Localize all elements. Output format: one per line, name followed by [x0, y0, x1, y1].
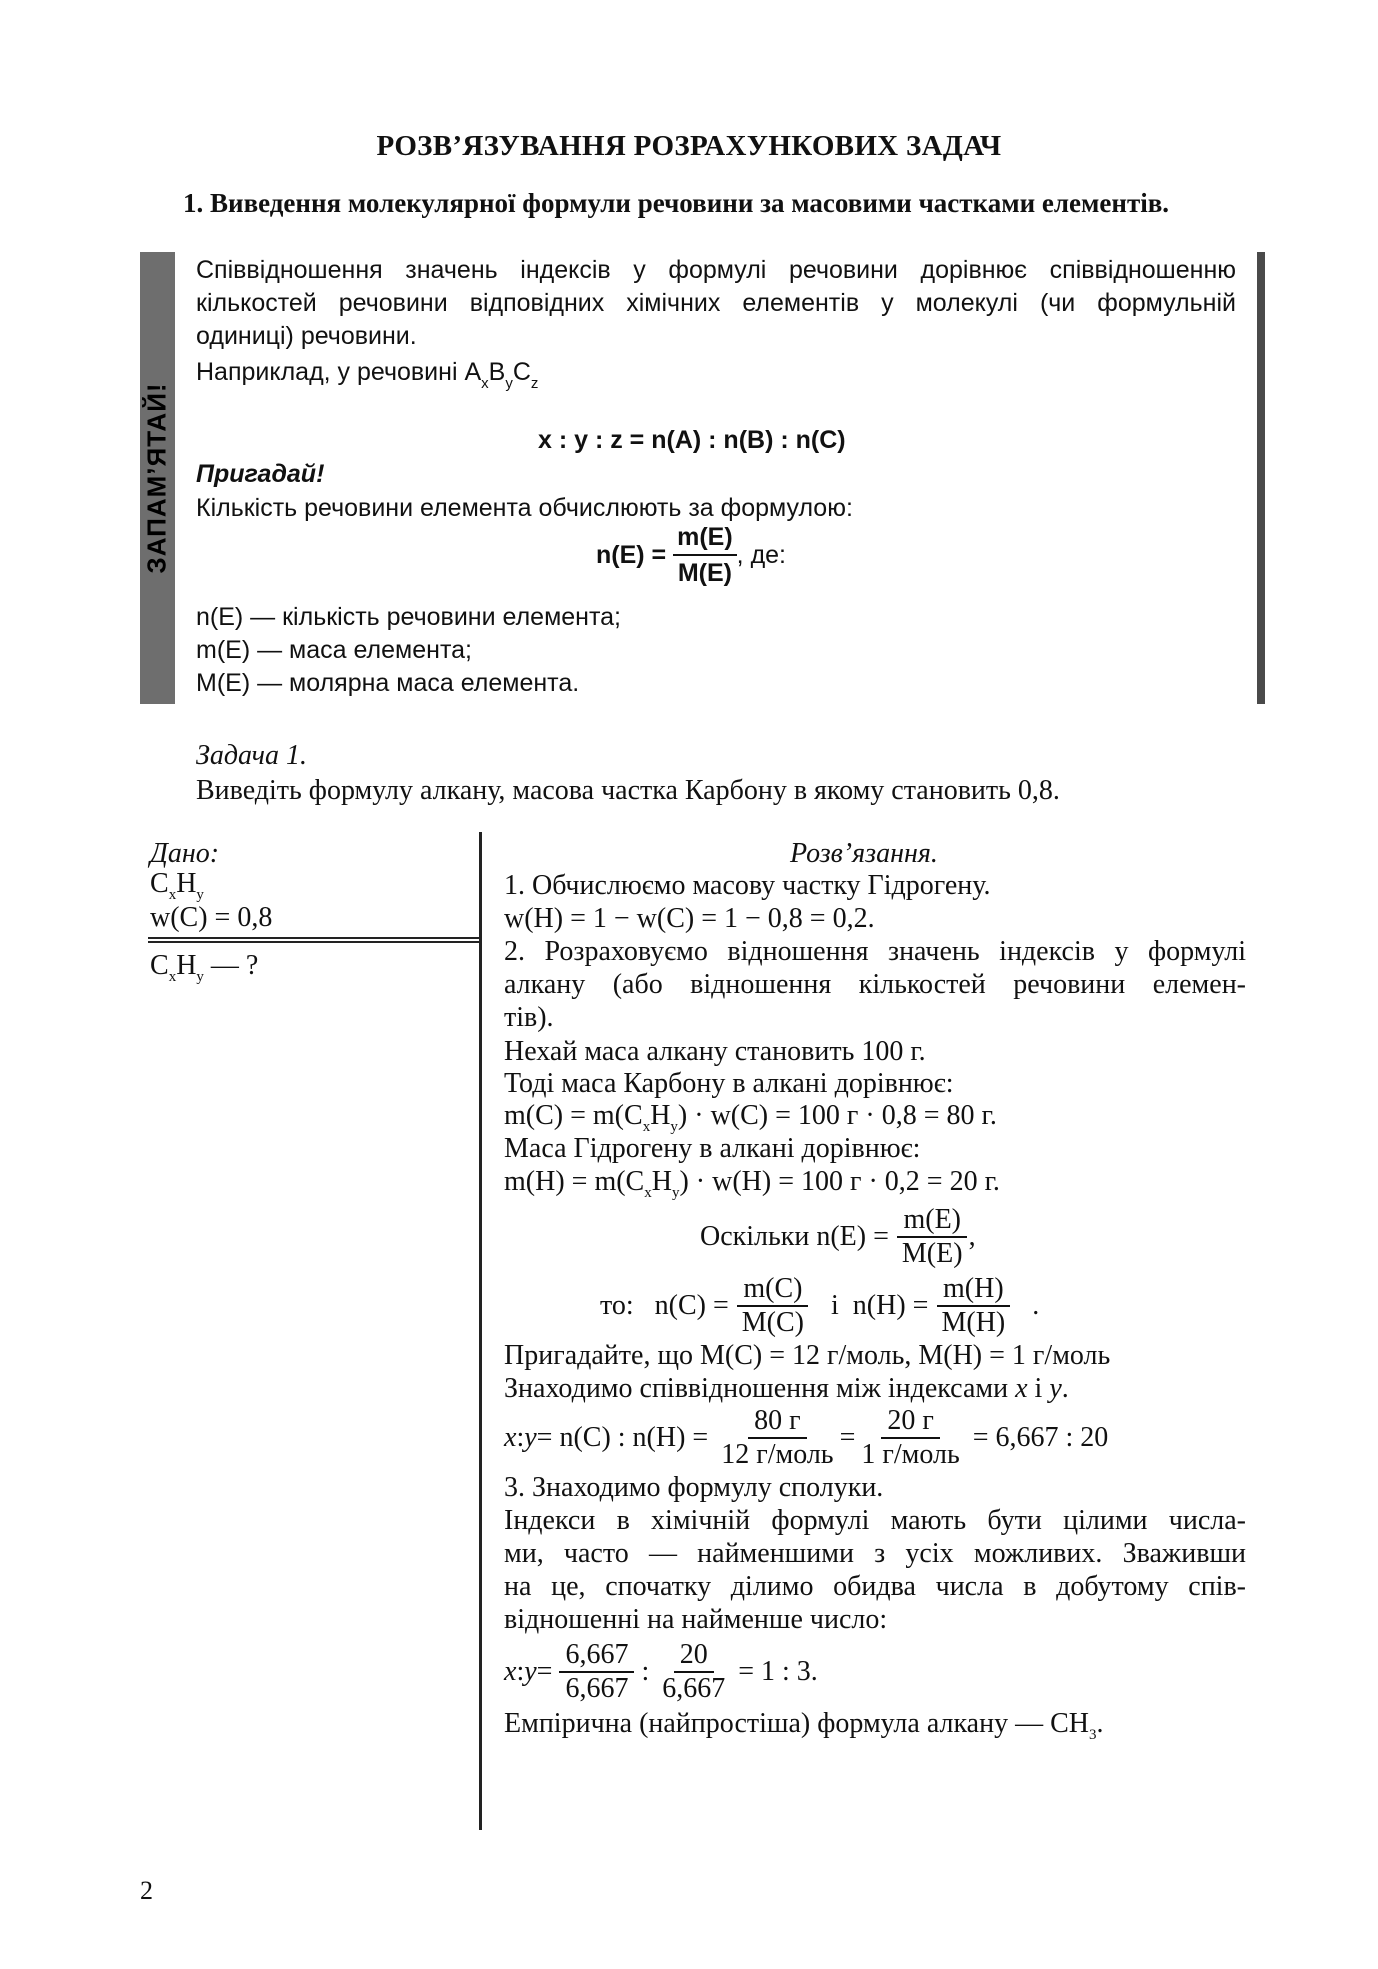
- definition-2: m(E) — маса елемента;: [196, 636, 472, 664]
- definition-1: n(E) — кількість речовини елемента;: [196, 603, 621, 631]
- find-formula: $C_xH_y$ — ?: [150, 950, 259, 985]
- step-3: 3. Знаходимо формулу сполуки.: [504, 1472, 884, 1503]
- given-divider-bottom: [148, 941, 481, 943]
- step-1: 1. Обчислюємо масову частку Гідрогену.: [504, 870, 991, 901]
- column-divider: [479, 832, 482, 1830]
- recall-heading: Пригадай!: [196, 460, 325, 488]
- ratio-calc: x : y = n(C) : n(H) = $\frac{80 г}{\text{12 г/моль}}$ = $\frac{20 г}{\text{1 г/моль}}$ = 6,667 : 20: [504, 1405, 1109, 1470]
- problem-heading: Задача 1.: [196, 740, 308, 771]
- hydrogen-mass-calc: $m(H) = m(C_xH_y) \cdot w(H) = 100$ г · 0,2 = 20 г.: [504, 1166, 1000, 1201]
- page-title: РОЗВ’ЯЗУВАННЯ РОЗРАХУНКОВИХ ЗАДАЧ: [376, 130, 1002, 162]
- remember-right-bar: [1257, 252, 1265, 704]
- remember-para-line-3: одиниці) речовини.: [196, 322, 417, 350]
- problem-statement: Виведіть формулу алкану, масова частка Карбону в якому становить 0,8.: [196, 775, 1060, 806]
- recall-text: Кількість речовини елемента обчислюють за формулою:: [196, 494, 853, 522]
- step-2-line-2: алкану (або відношення кількостей речовини елемен-: [504, 969, 1246, 1000]
- then-formulas: то: n(C) = $\frac{m(C)}{M(C)}$ і n(H) = $\frac{m(H)}{M(H)}$ .: [600, 1273, 1040, 1338]
- step-3-line-4: відношенні на найменше число:: [504, 1604, 888, 1635]
- carbon-mass-calc: $m(C) = m(C_xH_y) \cdot w(C) = 100$ г · 0,8 = 80 г.: [504, 1100, 997, 1135]
- given-divider-top: [148, 937, 481, 939]
- division-calc: x : y = $\frac{6,667}{6,667}$ : $\frac{20}{6,667}$ = 1 : 3.: [504, 1639, 818, 1704]
- definition-3: M(E) — молярна маса елемента.: [196, 669, 580, 697]
- section-subtitle: 1. Виведення молекулярної формули речовини за масовими частками елементів.: [183, 188, 1170, 218]
- given-w: w(C) = 0,8: [150, 902, 273, 933]
- wh-calc: w(H) = 1 − w(C) = 1 − 0,8 = 0,2.: [504, 903, 875, 934]
- since-formula: Оскільки n(E) = $\frac{m(E)}{M(E)}$ ,: [700, 1204, 976, 1269]
- given-formula: $C_xH_y$: [150, 868, 204, 903]
- page-number: 2: [140, 1876, 153, 1905]
- step-2-line-1: 2. Розраховуємо відношення значень індексів у формулі: [504, 936, 1246, 967]
- solution-heading: Розв’язання.: [790, 838, 938, 869]
- mass-100: Нехай маса алкану становить 100 г.: [504, 1036, 926, 1067]
- remember-ratio: x : y : z = n(A) : n(B) : n(C): [538, 426, 846, 454]
- empirical-formula: Емпірична (найпростіша) формула алкану — $CH_3$.: [504, 1708, 1104, 1743]
- hydrogen-mass-intro: Маса Гідрогену в алкані дорівнює:: [504, 1133, 921, 1164]
- step-3-line-2: ми, часто — найменшими з усіх можливих. Зваживши: [504, 1538, 1246, 1569]
- find-ratio: Знаходимо співвідношення між індексами x і y.: [504, 1373, 1069, 1404]
- remember-para-line-1: Співвідношення значень індексів у формулі речовини дорівнює співвідношенню: [196, 256, 1236, 284]
- carbon-mass-intro: Тоді маса Карбону в алкані дорівнює:: [504, 1068, 954, 1099]
- given-label: Дано:: [150, 838, 220, 869]
- remember-example: Наприклад, у речовині $A_xB_yC_z$: [196, 358, 539, 392]
- remember-label: ЗАПАМ’ЯТАЙ!: [141, 382, 172, 574]
- step-2-line-3: тів).: [504, 1002, 554, 1033]
- recall-formula: n(E) = $\frac{m(E)}{M(E)}$ , де:: [596, 523, 787, 587]
- recall-molar: Пригадайте, що M(C) = 12 г/моль, M(H) = 1 г/моль: [504, 1340, 1111, 1371]
- step-3-line-3: на це, спочатку ділимо обидва числа в добутому спів-: [504, 1571, 1246, 1602]
- step-3-line-1: Індекси в хімічній формулі мають бути цілими числа-: [504, 1505, 1246, 1536]
- remember-para-line-2: кількостей речовини відповідних хімічних елементів у молекулі (чи формульній: [196, 289, 1236, 317]
